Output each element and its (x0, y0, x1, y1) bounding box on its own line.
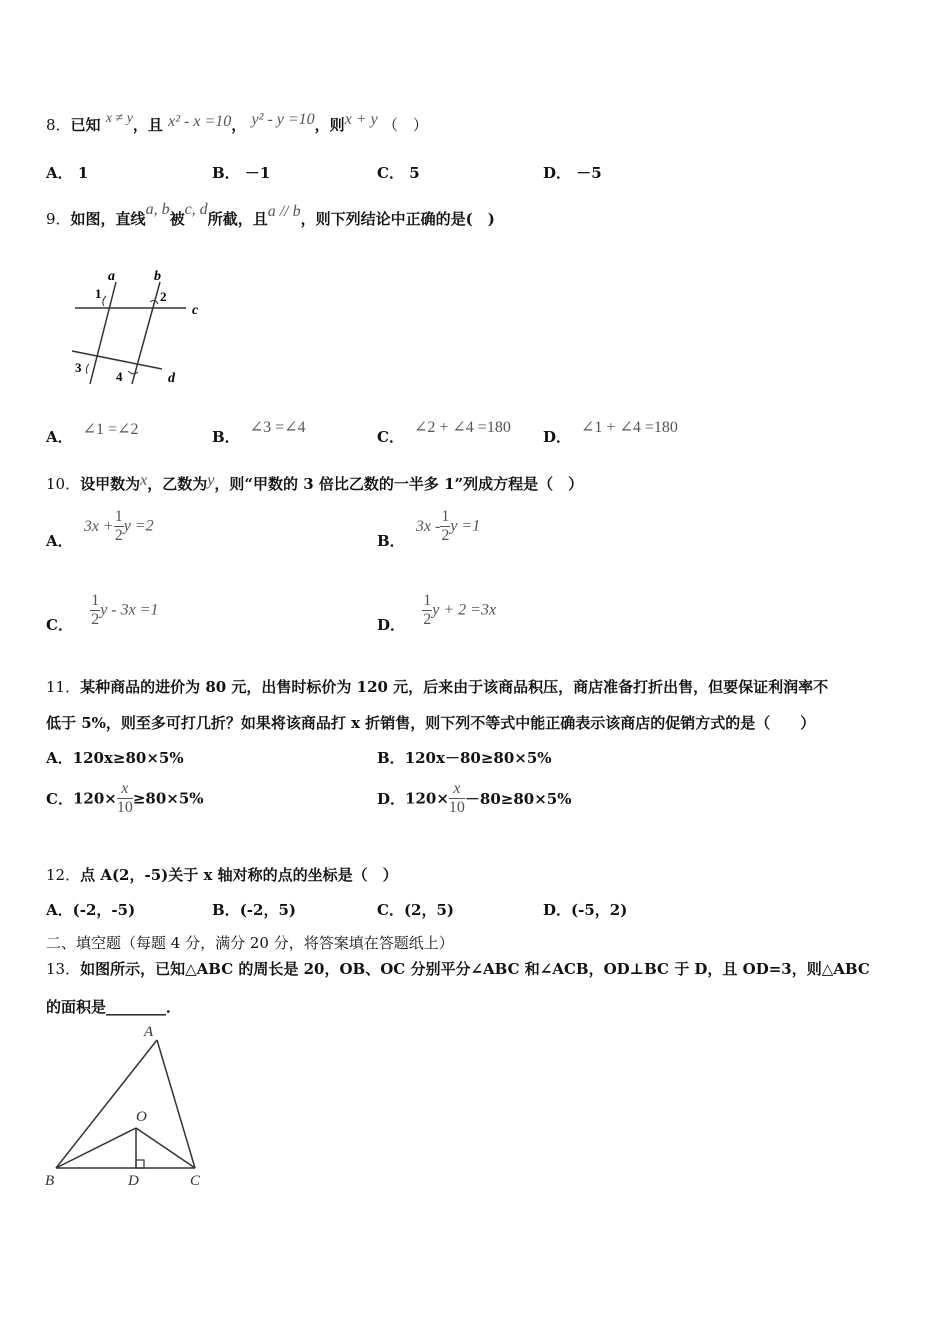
q8-option-d[interactable]: D． －5 (543, 164, 602, 182)
right-angle-mark (136, 1160, 144, 1168)
q9-option-c[interactable]: C．∠2 + ∠4 =180 (377, 419, 511, 446)
angle-3-label: 3 (75, 360, 82, 375)
q8-math-4: x + y (344, 111, 378, 128)
vertex-b-label: B (45, 1173, 55, 1189)
segment-ob (56, 1128, 136, 1168)
line-b (132, 282, 160, 384)
q11-option-d[interactable]: D．120× $\frac{x}{10}$ －80≥80×5% (377, 780, 572, 816)
q11-option-a[interactable]: A．120x≥80×5% (46, 749, 184, 767)
q11-option-c[interactable]: C．120× $\frac{x}{10}$ ≥80×5% (46, 780, 204, 816)
q9-option-d[interactable]: D．∠1 + ∠4 =180 (543, 419, 678, 446)
q13-stem-line1: 13．如图所示，已知△ABC 的周长是 20，OB、OC 分别平分∠ABC 和∠ACB，OD⊥BC 于 D，且 OD=3，则△ABC (46, 960, 870, 978)
line-d (72, 351, 162, 369)
q13-stem-line2: 的面积是________． (46, 998, 182, 1016)
q12-option-a[interactable]: A．(-2，-5) (46, 901, 136, 919)
point-d-label: D (128, 1173, 139, 1189)
q10-stem: 10．设甲数为x，乙数为y，则“甲数的 3 倍比乙数的一半多 1”列成方程是（ ） (46, 472, 584, 493)
q10-math-x: x (140, 472, 148, 489)
q10-option-c[interactable]: C． $\frac{1}{2}$ y - 3x =1 (46, 592, 159, 634)
section-2-heading: 二、填空题（每题 4 分，满分 20 分，将答案填在答题纸上） (46, 934, 454, 952)
q11-option-b[interactable]: B．120x－80≥80×5% (377, 749, 552, 767)
angle-2-label: 2 (160, 289, 167, 304)
q9-stem: 9．如图，直线a, b被c, d所截，且a // b，则下列结论中正确的是( ) (46, 201, 495, 228)
q10-option-b[interactable]: B． 3x - $\frac{1}{2}$ y =1 (377, 508, 481, 550)
q9-option-b[interactable]: B．∠3 =∠4 (212, 419, 306, 446)
label-c: c (192, 303, 199, 318)
label-a: a (108, 269, 115, 284)
vertex-c-label: C (190, 1173, 201, 1189)
q9-option-a[interactable]: A． ∠1 =∠2 (46, 421, 139, 446)
vertex-a-label: A (144, 1024, 154, 1040)
q9-figure (70, 266, 210, 392)
q9-math-1: a, b (145, 201, 170, 218)
q9-math-2: c, d (184, 201, 208, 218)
side-ac (157, 1040, 195, 1168)
angle-4-label: 4 (116, 369, 123, 384)
side-ab (56, 1040, 157, 1168)
q10-math-y: y (207, 472, 215, 489)
q8-option-b[interactable]: B． －1 (212, 164, 271, 182)
label-b: b (154, 269, 161, 284)
q8-math-3: y² - y =10 (251, 111, 315, 128)
q8-math-1: x ≠ y (105, 111, 133, 126)
q8-number: 8． (46, 116, 71, 134)
segment-oc (136, 1128, 195, 1168)
q9-math-3: a // b (267, 203, 301, 220)
q8-math-2: x² - x =10 (168, 113, 232, 130)
line-a (90, 282, 116, 384)
q10-option-d[interactable]: D． $\frac{1}{2}$ y + 2 =3x (377, 592, 497, 634)
label-d: d (168, 371, 175, 386)
q8-option-c[interactable]: C． 5 (377, 164, 420, 182)
q12-option-c[interactable]: C．(2，5) (377, 901, 455, 919)
q11-stem-line2: 低于 5%，则至多可打几折？如果将该商品打 x 折销售，则下列不等式中能正确表示该商店的促销方式的是（ ） (46, 714, 816, 732)
q13-figure (40, 1018, 220, 1194)
q10-option-a[interactable]: A． 3x + $\frac{1}{2}$ y =2 (46, 508, 154, 550)
q12-stem: 12．点 A(2，-5)关于 x 轴对称的点的坐标是（ ） (46, 866, 398, 884)
q12-option-d[interactable]: D．(-5，2) (543, 901, 628, 919)
angle-1-label: 1 (95, 286, 102, 301)
q12-option-b[interactable]: B．(-2，5) (212, 901, 296, 919)
point-o-label: O (136, 1109, 147, 1125)
q8-option-a[interactable]: A． 1 (46, 164, 89, 182)
q11-stem-line1: 11．某种商品的进价为 80 元，出售时标价为 120 元，后来由于该商品积压，商店准备打折出售，但要保证利润率不 (46, 678, 829, 696)
q8-stem: 8．已知 x ≠ y，且 x² - x =10， y² - y =10，则x + y （ ） (46, 111, 428, 134)
